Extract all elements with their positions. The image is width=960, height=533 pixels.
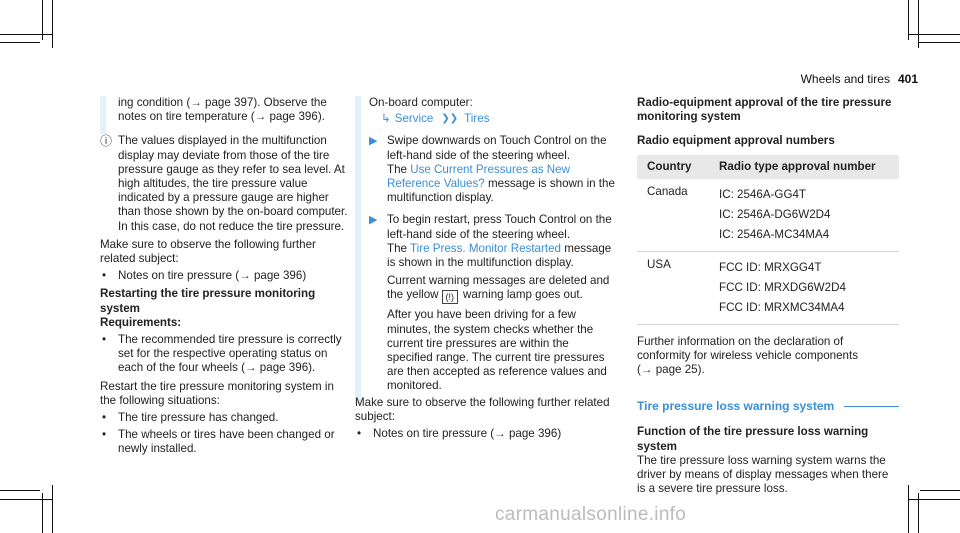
approval-heading: Radio-equipment approval of the tire pressure monitoring system <box>637 96 892 124</box>
section-title: Tire pressure loss warning system <box>637 399 899 413</box>
list-item: • The recommended tire pressure is correctly set for the respective operating status on each of the four wheels (→ page 396). <box>102 333 342 375</box>
reference-arrow-icon: → <box>190 96 202 109</box>
tire-pressure-warning-lamp-icon: (!) <box>442 290 458 304</box>
crop-mark <box>0 42 40 43</box>
bullet-icon: • <box>102 269 107 283</box>
further-info: Further information on the declaration of conformity for wireless vehicle components (→ page 25). <box>637 334 859 377</box>
table-header-number: Radio type approval number <box>709 155 899 179</box>
requirements-label: Requirements: <box>100 315 182 329</box>
header-title: Wheels and tires <box>800 72 890 86</box>
reference-arrow-icon: → <box>254 110 267 124</box>
menu-hook-icon: ↳ <box>381 112 391 126</box>
procedure-block <box>355 96 617 404</box>
page-number: 401 <box>897 72 918 86</box>
table-row: Canada IC: 2546A-GG4T IC: 2546A-DG6W2D4 IC: 2546A-MC34MA4 <box>637 179 899 252</box>
table-header-country: Country <box>637 155 709 179</box>
bullet-icon: • <box>102 428 107 442</box>
display-message: Use Current Pressures as New Reference Values? <box>387 162 570 191</box>
note-block <box>100 134 352 233</box>
numbers-heading: Radio equipment approval numbers <box>637 134 835 148</box>
reference-arrow-icon: → <box>244 361 257 375</box>
page-reference-link[interactable]: page 397 <box>205 96 254 109</box>
restart-intro: Restart the tire pressure monitoring system in the following situations: <box>100 379 334 407</box>
section-rule <box>844 406 899 407</box>
continued-text: ing condition (→ page 397). Observe the notes on tire temperature (→ page 396). <box>118 96 327 124</box>
page-reference-link[interactable]: page 396 <box>508 427 558 441</box>
menu-service: Service <box>394 112 434 126</box>
table-row: USA FCC ID: MRXGG4T FCC ID: MRXDG6W2D4 FCC ID: MRXMC34MA4 <box>637 251 899 324</box>
crop-mark <box>918 42 960 43</box>
approval-table <box>637 155 899 325</box>
column-right <box>637 96 899 496</box>
step-2: ▶ To begin restart, press Touch Control on the left-hand side of the steering wheel. The Tire Press. Monitor Restarted message is shown in the multifunction display. Current warning messages are deleted and the yellow (!) warning lamp goes out. After you have been driving for a few minutes, the system checks whether the current tire pressures are within the specified range. The current tire pressures are then accepted as reference values and monitored. <box>369 213 612 393</box>
column-left <box>100 96 352 457</box>
action-arrow-icon: ▶ <box>369 214 378 227</box>
menu-path <box>369 112 617 126</box>
crop-mark <box>0 499 52 500</box>
list-item: • Notes on tire pressure (→ page 396) <box>102 269 307 283</box>
observe-text: Make sure to observe the following further related subject: <box>100 237 316 266</box>
continued-step <box>100 96 352 134</box>
crop-mark <box>52 485 53 533</box>
step-1: ▶ Swipe downwards on Touch Control on the left-hand side of the steering wheel. The Use Current Pressures as New Reference Values? message is shown in the multifunction display. <box>369 134 615 205</box>
action-arrow-icon: ▶ <box>369 135 378 148</box>
reference-arrow-icon: → <box>640 363 653 377</box>
list-item: • The wheels or tires have been changed or newly installed. <box>102 428 335 456</box>
page-reference-link[interactable]: page 25 <box>655 363 698 377</box>
list-item: • Notes on tire pressure (→ page 396) <box>357 427 562 441</box>
crop-mark <box>918 0 919 48</box>
bullet-icon: • <box>102 411 107 425</box>
page-reference-link[interactable]: page 396 <box>269 110 318 124</box>
list-item: • The tire pressure has changed. <box>102 411 279 425</box>
crop-mark <box>908 499 960 500</box>
crop-mark <box>52 0 53 48</box>
observe-text: Make sure to observe the following further related subject: <box>355 395 610 423</box>
reference-arrow-icon: → <box>239 269 251 283</box>
menu-tires: Tires <box>464 112 490 126</box>
page-header <box>801 72 918 86</box>
crop-mark <box>908 34 960 35</box>
note-text: The values displayed in the multifunction display may deviate from those of the tire pressure gauge as they refer to sea level. At high altitudes, the tire pressure value indicated by a pressure gauge are higher than those shown by the on-board computer. In this case, do not reduce the tire pressure. <box>118 134 348 233</box>
double-chevron-icon: ❯❯ <box>441 113 459 125</box>
crop-mark <box>0 34 52 35</box>
crop-mark <box>0 490 40 491</box>
page-reference-link[interactable]: page 396 <box>253 269 303 283</box>
bullet-icon: • <box>102 333 107 347</box>
column-middle <box>355 96 617 441</box>
info-icon: ⓘ <box>100 134 113 149</box>
reference-arrow-icon: → <box>494 427 506 441</box>
bullet-icon: • <box>357 427 362 441</box>
display-message: Tire Press. Monitor Restarted <box>410 241 561 255</box>
restart-heading: Restarting the tire pressure monitoring system <box>100 287 316 315</box>
onboard-label: On-board computer: <box>369 96 473 109</box>
function-text: The tire pressure loss warning system warns the driver by means of display messages when there is a severe tire pressure loss. <box>637 453 889 496</box>
crop-mark <box>920 490 960 491</box>
crop-mark <box>908 485 909 533</box>
function-heading: Function of the tire pressure loss warning system <box>637 425 869 453</box>
watermark: carmanualsonline.info <box>495 504 687 525</box>
page-reference-link[interactable]: page 396 <box>259 361 309 375</box>
